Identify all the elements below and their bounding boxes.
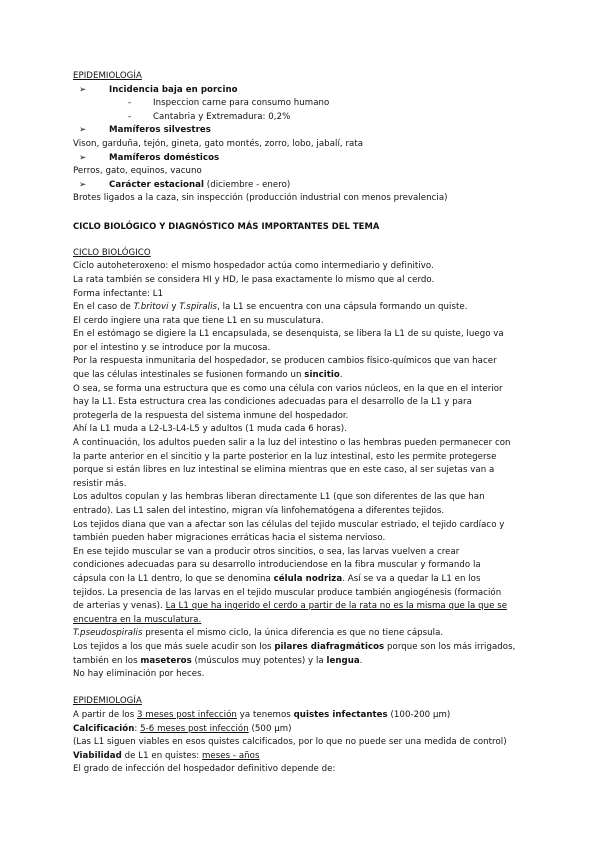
paragraph-line: resistir más. — [73, 478, 127, 489]
document-page — [73, 70, 535, 777]
arrow-bullet-icon: ➢ — [79, 179, 87, 190]
paragraph-line: protegerla de la respuesta del sistema inmune del hospedador. — [73, 410, 349, 421]
bullet-domestic-mammals: ➢ Mamíferos domésticos — [73, 152, 535, 166]
paragraph-line: hay la L1. Esta estructura crea las condiciones adecuadas para el desarrollo de la L1 y para — [73, 397, 472, 408]
dash-bullet-icon: - — [128, 111, 132, 122]
paragraph-line: En el estómago se digiere la L1 encapsulada, se desenquista, se libera la L1 de su quiste, luego va — [73, 329, 504, 340]
epidemiology-heading-2: EPIDEMIOLOGÍA — [73, 696, 142, 707]
seasonal-text: Brotes ligados a la caza, sin inspección (producción industrial con menos prevalencia) — [73, 193, 448, 204]
paragraph-line: A partir de los 3 meses post infección ya tenemos quistes infectantes (100-200 µm) — [73, 709, 451, 720]
paragraph-line: cápsula con la L1 dentro, lo que se denomina célula nodriza. Así se va a quedar la L1 en los — [73, 573, 481, 584]
paragraph-line: La rata también se considera HI y HD, le pasa exactamente lo mismo que al cerdo. — [73, 274, 435, 285]
paragraph-line: Forma infectante: L1 — [73, 288, 164, 299]
paragraph-line: entrado). Las L1 salen del intestino, migran vía linfohematógena a diferentes tejidos. — [73, 506, 445, 516]
paragraph-line: porque si están libres en luz intestinal se elimina mientras que en este caso, al ser sujetas van a — [73, 465, 495, 476]
paragraph-line: En el caso de T.britovi y T.spiralis, la L1 se encuentra con una cápsula formando un quiste. — [73, 302, 468, 313]
paragraph-line: Viabilidad de L1 en quistes: meses - años — [73, 750, 260, 761]
arrow-bullet-icon: ➢ — [79, 125, 87, 136]
paragraph-line: la parte anterior en el sincitio y la parte posterior en la luz intestinal, esto les permite protegerse — [73, 451, 497, 462]
bullet-wild-mammals: ➢ Mamíferos silvestres — [73, 124, 535, 138]
wild-mammals-text: Vison, garduña, tejón, gineta, gato montés, zorro, lobo, jabalí, rata — [73, 138, 364, 149]
life-cycle-heading: CICLO BIOLÓGICO — [73, 247, 151, 258]
paragraph-line: condiciones adecuadas para su desarrollo introduciendose en la fibra muscular y formando la — [73, 560, 481, 571]
paragraph-line: tejidos. La presencia de las larvas en el tejido muscular produce también angiogénesis (formación — [73, 587, 502, 598]
paragraph-line: Por la respuesta inmunitaria del hospedador, se producen cambios físico-químicos que van hacer — [73, 356, 497, 367]
sub-bullet-item: - Cantabria y Extremadura: 0,2% — [73, 111, 535, 125]
paragraph-line: también en los maseteros (músculos muy potentes) y la lengua. — [73, 655, 363, 666]
paragraph-line: En ese tejido muscular se van a producir otros sincitios, o sea, las larvas vuelven a crear — [73, 546, 460, 557]
paragraph-line: (Las L1 siguen viables en esos quistes calcificados, por lo que no puede ser una medida de control) — [73, 737, 507, 748]
paragraph-line: A continuación, los adultos pueden salir a la luz del intestino o las hembras pueden permanecer con — [73, 438, 511, 449]
paragraph-line: El grado de infección del hospedador definitivo depende de: — [73, 764, 336, 775]
paragraph-line: Los tejidos diana que van a afectar son las células del tejido muscular estriado, el tejido cardíaco y — [73, 519, 505, 530]
paragraph-line: de arterias y venas). La L1 que ha ingerido el cerdo a partir de la rata no es la misma que la que se — [73, 601, 508, 612]
bullet-seasonal: ➢ Carácter estacional (diciembre - enero) — [73, 179, 535, 193]
bullet-incidence: ➢ Incidencia baja en porcino — [73, 84, 535, 98]
paragraph-line: también pueden haber migraciones erráticas hacia el sistema nervioso. — [73, 533, 386, 544]
arrow-bullet-icon: ➢ — [79, 84, 87, 95]
paragraph-line: O sea, se forma una estructura que es como una célula con varios núcleos, en la que en el interior — [73, 383, 503, 394]
paragraph-line: Los adultos copulan y las hembras liberan directamente L1 (que son diferentes de las que han — [73, 492, 485, 503]
paragraph-line: por el intestino y se introduce por la mucosa. — [73, 342, 271, 353]
epidemiology-heading: EPIDEMIOLOGÍA — [73, 71, 142, 81]
paragraph-line: Calcificación: 5-6 meses post infección (500 µm) — [73, 723, 292, 734]
dash-bullet-icon: - — [128, 98, 132, 109]
paragraph-line: El cerdo ingiere una rata que tiene L1 en su musculatura. — [73, 315, 324, 326]
sub-bullet-item: - Inspeccion carne para consumo humano — [73, 97, 535, 111]
paragraph-line: T.pseudospiralis presenta el mismo ciclo, la única diferencia es que no tiene cápsula. — [73, 628, 444, 639]
paragraph-line: Ciclo autoheteroxeno: el mismo hospedador actúa como intermediario y definitivo. — [73, 261, 434, 272]
paragraph-line: Los tejidos a los que más suele acudir son los pilares diafragmáticos porque son los más irrigados, — [73, 641, 516, 652]
paragraph-line: encuentra en la musculatura. — [73, 614, 202, 625]
paragraph-line: que las células intestinales se fusionen formando un sincitio. — [73, 370, 343, 381]
paragraph-line: No hay eliminación por heces. — [73, 669, 205, 680]
section-title: CICLO BIOLÓGICO Y DIAGNÓSTICO MÁS IMPORTANTES DEL TEMA — [73, 220, 380, 231]
arrow-bullet-icon: ➢ — [79, 152, 87, 163]
paragraph-line: Ahí la L1 muda a L2-L3-L4-L5 y adultos (1 muda cada 6 horas). — [73, 424, 347, 435]
domestic-mammals-text: Perros, gato, equinos, vacuno — [73, 166, 202, 177]
